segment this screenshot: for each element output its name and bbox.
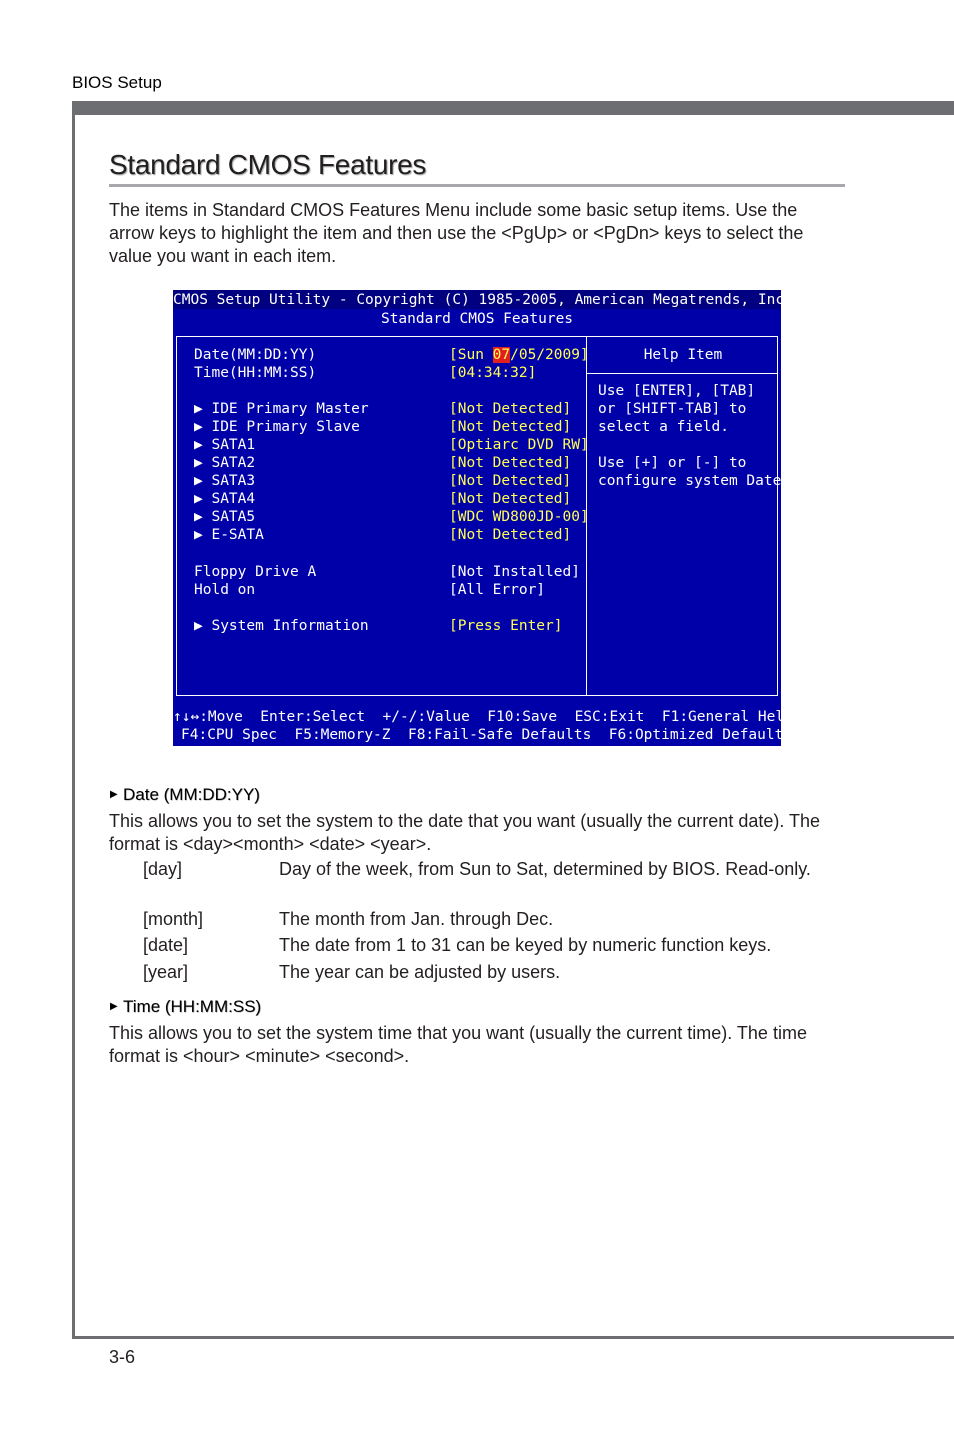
bios-value-hold-on[interactable]: [All Error] [449,582,546,598]
bios-value-time[interactable]: [04:34:32] [449,365,537,381]
date-prefix: [Sun [449,347,493,363]
title-underline [109,184,845,187]
term-date: [date] [143,935,189,955]
submenu-arrow-icon: ▶ [194,455,203,471]
left-margin-rule [72,101,75,1339]
bios-item-hold-on[interactable]: Hold on [194,582,256,598]
bios-item-ide-primary-slave[interactable] [194,418,360,436]
bios-value-sata5: [WDC WD800JD-00] [449,509,589,525]
header-bar [72,101,954,115]
date-description: This allows you to set the system to the date that you want (usually the current date). The format is <day><month> <date> <year>. [109,811,821,854]
submenu-arrow-icon: ▶ [194,527,203,543]
date-suffix: /05/2009] [510,347,589,363]
bios-item-sata1[interactable] [194,436,255,454]
bios-key-help-line-2: F4:CPU Spec F5:Memory-Z F8:Fail-Safe Defaults F6:Optimized Defaults [181,727,793,743]
term-year: [year] [143,962,189,982]
bios-value-e-sata: [Not Detected] [449,527,572,543]
item-label-text: IDE Primary Master [211,401,369,417]
bios-value-sata1: [Optiarc DVD RW] [449,437,589,453]
bullet-arrow-icon: ▶ [110,1001,118,1012]
item-label-text: SATA1 [211,437,256,453]
bullet-arrow-icon: ▶ [110,789,118,800]
help-line: Use [+] or [-] to [598,455,747,471]
item-label-text: SATA5 [211,509,256,525]
page-number: 3-6 [109,1347,136,1367]
def-date: The date from 1 to 31 can be keyed by numeric function keys. [279,935,772,955]
def-year: The year can be adjusted by users. [279,962,561,982]
bios-value-sata3: [Not Detected] [449,473,572,489]
bios-item-ide-primary-master[interactable] [194,400,369,418]
submenu-arrow-icon: ▶ [194,419,203,435]
bios-value-system-information: [Press Enter] [449,618,563,634]
submenu-arrow-icon: ▶ [194,401,203,417]
bios-item-floppy-drive-a[interactable]: Floppy Drive A [194,564,317,580]
submenu-arrow-icon: ▶ [194,618,203,634]
help-line: select a field. [598,419,729,435]
item-label-text: IDE Primary Slave [211,419,360,435]
bios-item-e-sata[interactable] [194,526,264,544]
section-label: BIOS Setup [72,73,162,92]
bios-screen [173,290,793,746]
bios-value-sata4: [Not Detected] [449,491,572,507]
item-label-text: SATA4 [211,491,256,507]
bios-item-date[interactable]: Date(MM:DD:YY) [194,347,317,363]
def-month: The month from Jan. through Dec. [279,909,554,929]
def-day: Day of the week, from Sun to Sat, determined by BIOS. Read-only. [279,859,811,879]
term-month: [month] [143,909,204,929]
item-label-text: SATA3 [211,473,256,489]
term-day: [day] [143,859,183,879]
time-heading: Time (HH:MM:SS) [123,997,262,1016]
help-line: configure system Date. [598,473,791,489]
footer-rule [72,1336,954,1339]
item-label-text: SATA2 [211,455,256,471]
help-divider [586,373,778,374]
help-panel-title: Help Item [643,347,723,363]
submenu-arrow-icon: ▶ [194,437,203,453]
bios-value-sata2: [Not Detected] [449,455,572,471]
item-label-text: E-SATA [211,527,264,543]
bios-item-sata2[interactable] [194,454,255,472]
bios-copyright: CMOS Setup Utility - Copyright (C) 1985-2005, American Megatrends, Inc. [173,292,793,308]
bios-key-help-line-1: ↑↓↔:Move Enter:Select +/-/:Value F10:Save ESC:Exit F1:General Help [173,709,793,725]
bios-value-ide-primary-slave: [Not Detected] [449,419,572,435]
help-line: or [SHIFT-TAB] to [598,401,747,417]
time-description: This allows you to set the system time that you want (usually the current time). The time format is <hour> <minute> <second>. [109,1023,807,1066]
submenu-arrow-icon: ▶ [194,473,203,489]
bios-item-system-information[interactable] [194,617,369,635]
page-title: Standard CMOS Features [109,149,427,180]
bios-item-sata3[interactable] [194,472,255,490]
bios-item-time[interactable]: Time(HH:MM:SS) [194,365,317,381]
bios-value-ide-primary-master: [Not Detected] [449,401,572,417]
bios-item-sata4[interactable] [194,490,255,508]
date-cursor-highlight[interactable]: 07 [492,347,511,363]
help-line: Use [ENTER], [TAB] [598,383,756,399]
bios-value-date[interactable] [449,346,589,364]
bios-item-sata5[interactable] [194,508,255,526]
submenu-arrow-icon: ▶ [194,491,203,507]
item-label-text: System Information [211,618,369,634]
bios-menu-name: Standard CMOS Features [380,311,574,327]
submenu-arrow-icon: ▶ [194,509,203,525]
date-heading: Date (MM:DD:YY) [123,785,260,804]
intro-paragraph: The items in Standard CMOS Features Menu include some basic setup items. Use the arrow keys to highlight the item and then use the <PgUp> or <PgDn> keys to select the value you want in each item. [109,200,804,266]
bios-value-floppy-drive-a[interactable]: [Not Installed] [449,564,580,580]
